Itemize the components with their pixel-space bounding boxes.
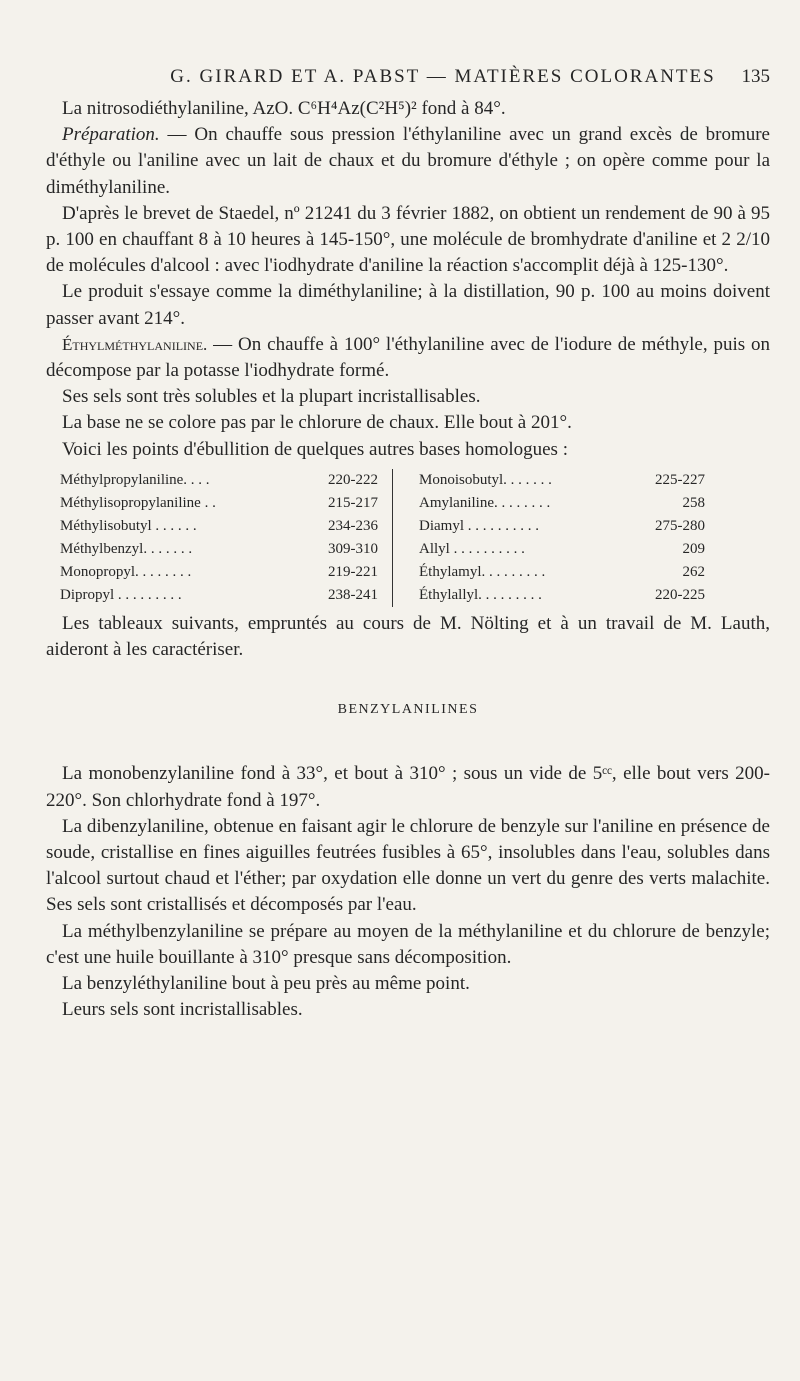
paragraph-2 (46, 122, 770, 201)
table-cell-name: Méthylisobutyl . . . . . . (60, 517, 197, 534)
section-title: BENZYLANILINES (337, 702, 479, 718)
running-title: G. GIRARD ET A. PABST — MATIÈRES COLORANTES (170, 66, 716, 87)
body-text (46, 96, 770, 1023)
paragraph-6: Ses sels sont très solubles et la plupart incristallisables. (62, 386, 481, 408)
paragraph-14: Leurs sels sont incristallisables. (62, 999, 303, 1021)
table-right-column (393, 469, 705, 607)
table-row (60, 561, 378, 584)
table-cell-value: 275-280 (655, 517, 705, 534)
paragraph-2-text: — On chauffe sous pression l'éthylaniline avec un grand excès de bromure d'éthyle ou l'aniline avec un lait de chaux et du bromure d'éthyle ; on opère comme pour la diméthylaniline. (46, 124, 770, 198)
paragraph-11: La dibenzylaniline, obtenue en faisant agir le chlorure de benzyle sur l'aniline en présence de soude, cristallise en fines aiguilles feutrées fusibles à 65°, insolubles dans l'eau, solubles dans l'alcool surtout chaud et l'éther; par oxydation elle donne un vert du genre des verts malachite. Ses sels sont cristallisés et décomposés par l'eau. (46, 815, 770, 916)
paragraph-1: La nitrosodiéthylaniline, AzO. C⁶H⁴Az(C²H⁵)² fond à 84°. (62, 98, 506, 119)
table-row (60, 515, 378, 538)
table-cell-name: Méthylpropylaniline. . . . (60, 471, 210, 488)
table-row (60, 492, 378, 515)
page-number: 135 (741, 66, 770, 87)
table-left-column (60, 469, 393, 607)
table-row (419, 538, 705, 561)
table-row (60, 469, 378, 492)
table-cell-value: 220-225 (655, 586, 705, 603)
paragraph-7: La base ne se colore pas par le chlorure de chaux. Elle bout à 201°. (62, 412, 572, 434)
table-row (60, 538, 378, 561)
table-cell-name: Éthylallyl. . . . . . . . . (419, 586, 542, 603)
table-cell-value: 219-221 (328, 563, 378, 580)
table-cell-value: 225-227 (655, 471, 705, 488)
table-cell-value: 220-222 (328, 471, 378, 488)
paragraph-3: D'après le brevet de Staedel, nº 21241 du 3 février 1882, on obtient un rendement de 90 à 95 p. 100 en chauffant 8 à 10 heures à 145-150°, une molécule de bromhydrate d'aniline et 2 2/10 de molécules d'alcool : avec l'iodhydrate d'aniline la réaction s'accomplit déjà à 125-130°. (46, 202, 770, 277)
table-row (419, 492, 705, 515)
table-cell-name: Monopropyl. . . . . . . . (60, 563, 192, 580)
table-cell-name: Méthylisopropylaniline . . (60, 494, 216, 511)
table-cell-name: Éthylamyl. . . . . . . . . (419, 563, 546, 580)
table-cell-name: Dipropyl . . . . . . . . . (60, 586, 182, 603)
table-row (419, 561, 705, 584)
paragraph-5-label: Éthylméthylaniline. (62, 334, 208, 354)
table-row (419, 469, 705, 492)
boiling-points-table (60, 469, 770, 607)
table-cell-value: 258 (682, 494, 705, 511)
table-cell-value: 262 (682, 563, 705, 580)
paragraph-2-label: Préparation. (62, 124, 160, 146)
table-cell-value: 238-241 (328, 586, 378, 603)
table-cell-name: Allyl . . . . . . . . . . (419, 540, 525, 557)
table-row (60, 584, 378, 607)
paragraph-5-text: — On chauffe à 100° l'éthylaniline avec de l'iodure de méthyle, puis on décompose par la potasse l'iodhydrate formé. (46, 333, 770, 382)
table-row (419, 584, 705, 607)
paragraph-12: La méthylbenzylaniline se prépare au moyen de la méthylaniline et du chlorure de benzyle; c'est une huile bouillante à 310° presque sans décomposition. (46, 920, 770, 968)
paragraph-9: Les tableaux suivants, empruntés au cours de M. Nölting et à un travail de M. Lauth, aideront à les caractériser. (46, 612, 770, 661)
table-cell-value: 309-310 (328, 540, 378, 557)
table-cell-value: 234-236 (328, 517, 378, 534)
table-cell-name: Amylaniline. . . . . . . . (419, 494, 551, 511)
table-row (419, 515, 705, 538)
paragraph-10: La monobenzylaniline fond à 33°, et bout à 310° ; sous un vide de 5ᶜᶜ, elle bout vers 200-220°. Son chlorhydrate fond à 197°. (46, 763, 770, 811)
paragraph-5 (46, 332, 770, 384)
table-cell-name: Diamyl . . . . . . . . . . (419, 517, 539, 534)
table-cell-name: Monoisobutyl. . . . . . . (419, 471, 552, 488)
paragraph-8: Voici les points d'ébullition de quelques autres bases homologues : (62, 438, 568, 460)
table-cell-name: Méthylbenzyl. . . . . . . (60, 540, 193, 557)
table-cell-value: 215-217 (328, 494, 378, 511)
paragraph-13: La benzyléthylaniline bout à peu près au même point. (62, 973, 470, 995)
paragraph-4: Le produit s'essaye comme la diméthylaniline; à la distillation, 90 p. 100 au moins doivent passer avant 214°. (46, 281, 770, 329)
table-cell-value: 209 (682, 540, 705, 557)
